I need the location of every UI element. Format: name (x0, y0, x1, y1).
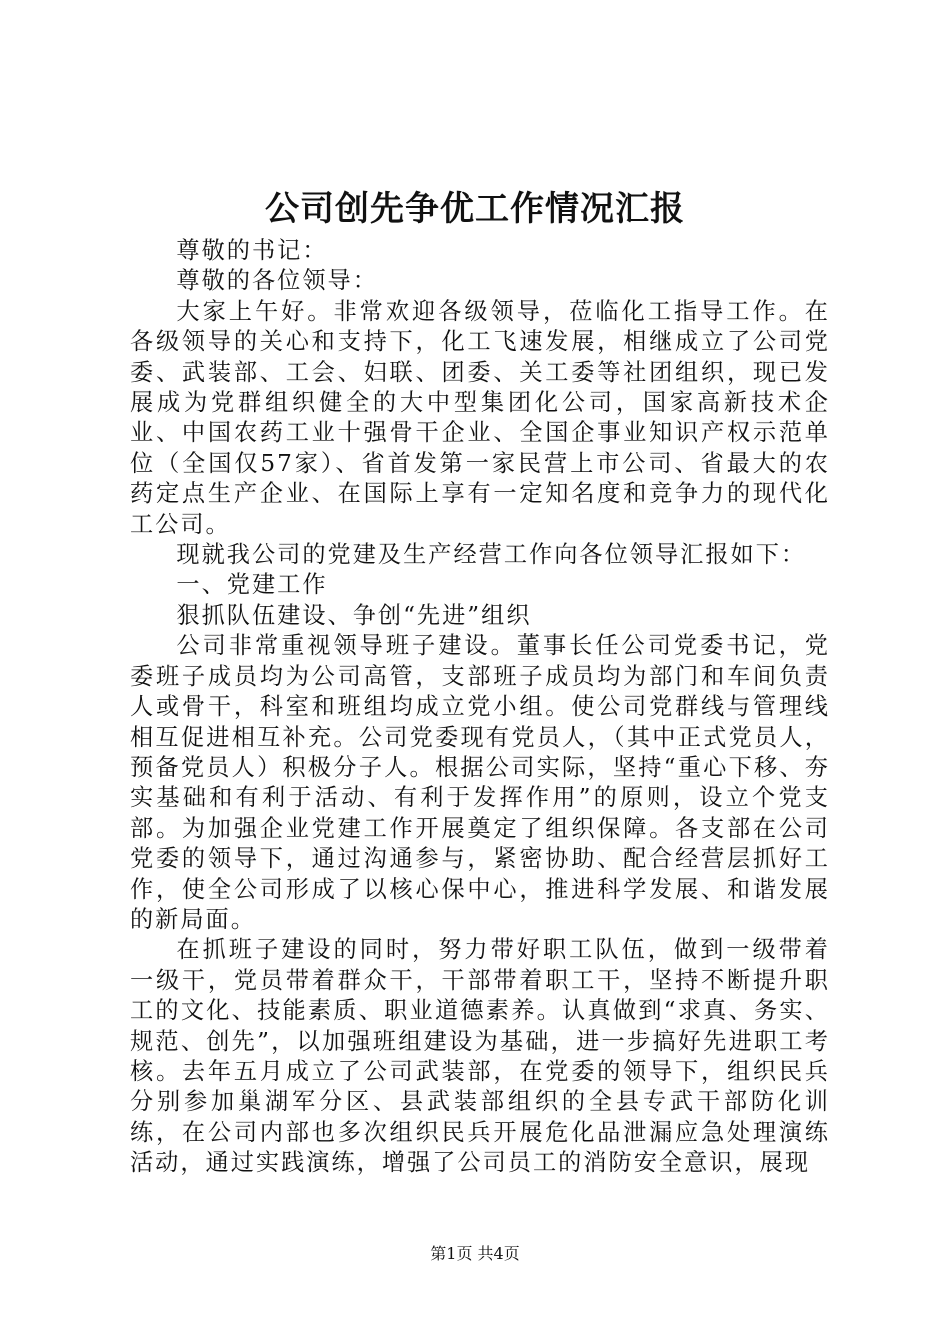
paragraph-workforce-building: 在抓班子建设的同时，努力带好职工队伍，做到一级带着一级干，党员带着群众干，干部带着职工干，坚持不断提升职工的文化、技能素质、职业道德素养。认真做到“求真、务实、规范、创先”，以加强班组建设为基础，进一步搞好先进职工考核。去年五月成立了公司武装部，在党委的领导下，组织民兵分别参加巢湖军分区、县武装部组织的全县专武干部防化训练，在公司内部也多次组织民兵开展危化品泄漏应急处理演练活动，通过实践演练，增强了公司员工的消防安全意识，展现 (130, 936, 830, 1177)
document-body (130, 236, 830, 1179)
document-title: 公司创先争优工作情况汇报 (265, 189, 685, 229)
intro-paragraph: 大家上午好。非常欢迎各级领导，莅临化工指导工作。在各级领导的关心和支持下，化工飞速发展，相继成立了公司党委、武装部、工会、妇联、团委、关工委等社团组织，现已发展成为党群组织健全的大中型集团化公司，国家高新技术企业、中国农药工业十强骨干企业、全国企事业知识产权示范单位（全国仅57家）、省首发第一家民营上市公司、省最大的农药定点生产企业、在国际上享有一定知名度和竞争力的现代化工公司。 (130, 297, 830, 538)
subsection-heading-team-building: 狠抓队伍建设、争创“先进”组织 (176, 601, 532, 629)
section-heading-party-building: 一、党建工作 (176, 571, 328, 599)
salutation-secretary: 尊敬的书记： (176, 237, 328, 264)
paragraph-leadership-building: 公司非常重视领导班子建设。董事长任公司党委书记，党委班子成员均为公司高管，支部班子成员均为部门和车间负责人或骨干，科室和班组均成立党小组。使公司党群线与管理线相互促进相互补充。公司党委现有党员人，（其中正式党员人，预备党员人）积极分子人。根据公司实际，坚持“重心下移、夯实基础和有利于活动、有利于发挥作用”的原则，设立个党支部。为加强企业党建工作开展奠定了组织保障。各支部在公司党委的领导下，通过沟通参与，紧密协助、配合经营层抓好工作，使全公司形成了以核心保中心，推进科学发展、和谐发展的新局面。 (130, 632, 830, 933)
salutation-leaders: 尊敬的各位领导： (176, 267, 378, 295)
page-footer: 第1页 共4页 (430, 1244, 520, 1263)
report-lead-in: 现就我公司的党建及生产经营工作向各位领导汇报如下： (176, 541, 807, 569)
